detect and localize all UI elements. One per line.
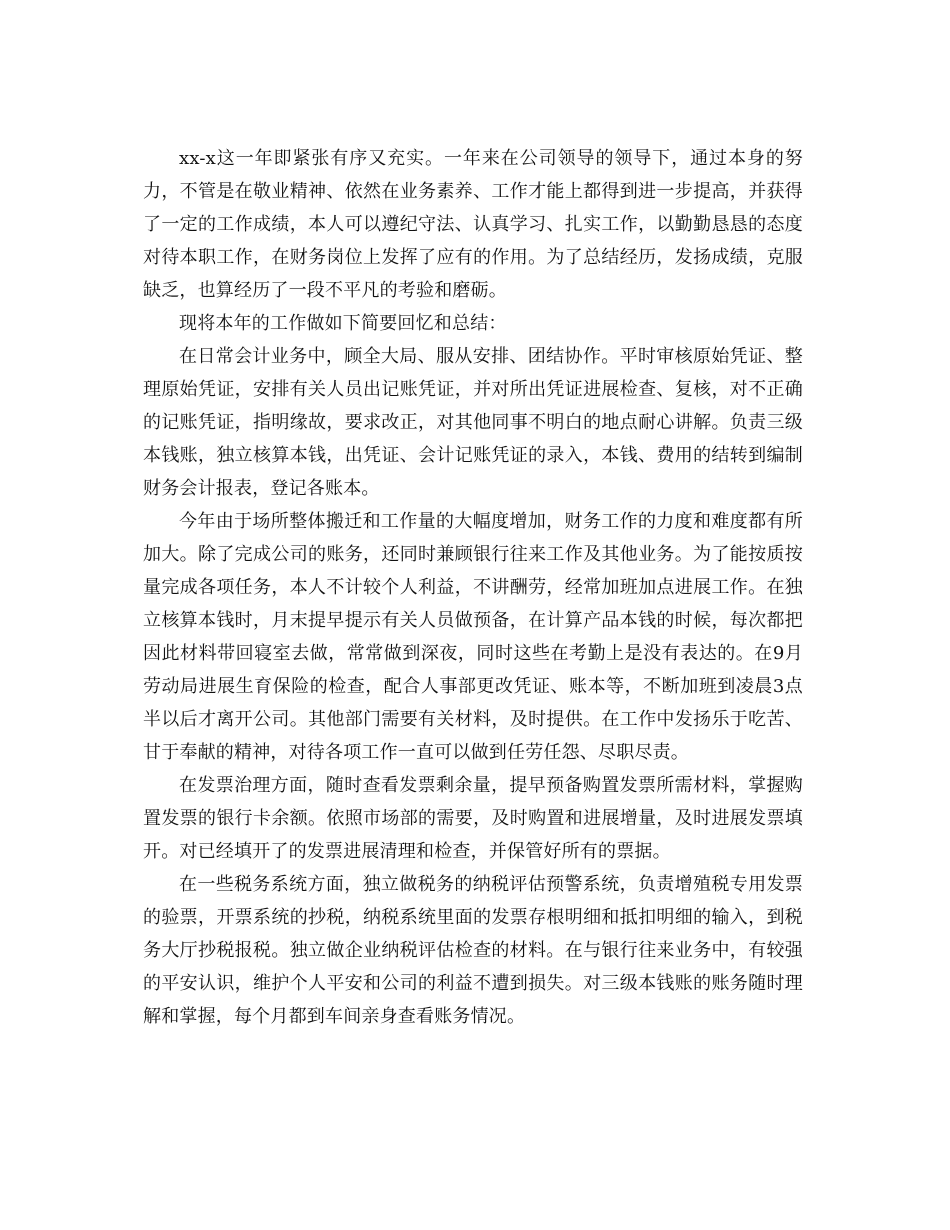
- paragraph-workload: 今年由于场所整体搬迁和工作量的大幅度增加，财务工作的力度和难度都有所加大。除了完成公司的账务，还同时兼顾银行往来工作及其他业务。为了能按质按量完成各项任务，本人不计较个人利益，不讲酬劳，经常加班加点进展工作。在独立核算本钱时，月末提早提示有关人员做预备，在计算产品本钱的时候，每次都把因此材料带回寝室去做，常常做到深夜，同时这些在考勤上是没有表达的。在9月劳动局进展生育保险的检查，配合人事部更改凭证、账本等，不断加班到凌晨3点半以后才离开公司。其他部门需要有关材料，及时提供。在工作中发扬乐于吃苦、甘于奉献的精神，对待各项工作一直可以做到任劳任怨、尽职尽责。: [143, 511, 803, 763]
- paragraph-invoice-management: 在发票治理方面，随时查看发票剩余量，提早预备购置发票所需材料，掌握购置发票的银行卡余额。依照市场部的需要，及时购置和进展增量，及时进展发票填开。对已经填开了的发票进展清理和检查，并保管好所有的票据。: [143, 775, 803, 862]
- paragraph-summary-lead: 现将本年的工作做如下简要回忆和总结：: [179, 313, 507, 334]
- document-body: [143, 142, 803, 1033]
- paragraph-daily-accounting: 在日常会计业务中，顾全大局、服从安排、团结协作。平时审核原始凭证、整理原始凭证，安排有关人员出记账凭证，并对所出凭证进展检查、复核，对不正确的记账凭证，指明缘故，要求改正，对其他同事不明白的地点耐心讲解。负责三级本钱账，独立核算本钱，出凭证、会计记账凭证的录入，本钱、费用的结转到编制财务会计报表，登记各账本。: [143, 346, 803, 499]
- paragraph-tax-systems: 在一些税务系统方面，独立做税务的纳税评估预警系统，负责增殖税专用发票的验票，开票系统的抄税，纳税系统里面的发票存根明细和抵扣明细的输入，到税务大厅抄税报税。独立做企业纳税评估检查的材料。在与银行往来业务中，有较强的平安认识，维护个人平安和公司的利益不遭到损失。对三级本钱账的账务随时理解和掌握，每个月都到车间亲身查看账务情况。: [143, 874, 803, 1027]
- paragraph-intro: xx-x这一年即紧张有序又充实。一年来在公司领导的领导下，通过本身的努力，不管是在敬业精神、依然在业务素养、工作才能上都得到进一步提高，并获得了一定的工作成绩，本人可以遵纪守法、认真学习、扎实工作，以勤勤恳恳的态度对待本职工作，在财务岗位上发挥了应有的作用。为了总结经历，发扬成绩，克服缺乏，也算经历了一段不平凡的考验和磨砺。: [143, 148, 803, 301]
